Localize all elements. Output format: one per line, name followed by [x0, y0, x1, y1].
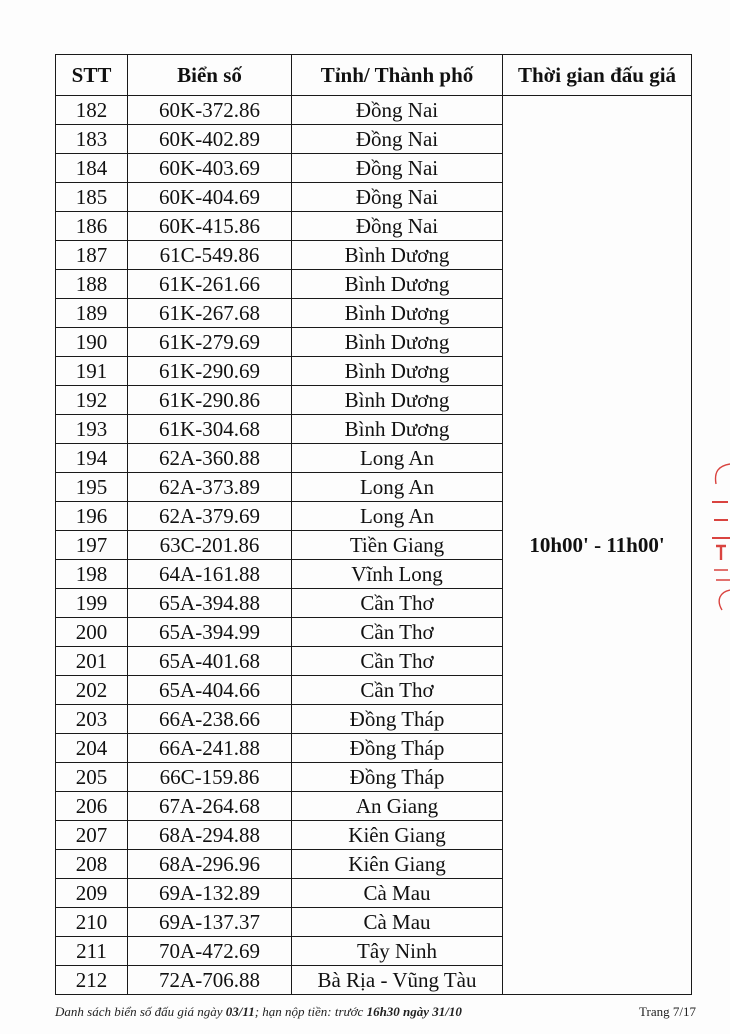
- row-plate-number: 61K-279.69: [128, 328, 292, 357]
- row-plate-number: 60K-403.69: [128, 154, 292, 183]
- row-stt: 197: [56, 531, 128, 560]
- row-province: Đồng Nai: [292, 96, 503, 125]
- row-stt: 209: [56, 879, 128, 908]
- row-stt: 198: [56, 560, 128, 589]
- row-plate-number: 65A-401.68: [128, 647, 292, 676]
- row-stt: 188: [56, 270, 128, 299]
- row-plate-number: 63C-201.86: [128, 531, 292, 560]
- plate-auction-table: [55, 54, 692, 995]
- row-stt: 212: [56, 966, 128, 995]
- row-stt: 204: [56, 734, 128, 763]
- row-stt: 203: [56, 705, 128, 734]
- auction-time-cell: 10h00' - 11h00': [503, 96, 692, 995]
- row-stt: 191: [56, 357, 128, 386]
- row-stt: 199: [56, 589, 128, 618]
- footer-note-prefix: Danh sách biển số đấu giá ngày: [55, 1004, 226, 1019]
- row-province: Đồng Tháp: [292, 705, 503, 734]
- row-plate-number: 62A-360.88: [128, 444, 292, 473]
- row-stt: 184: [56, 154, 128, 183]
- row-plate-number: 68A-294.88: [128, 821, 292, 850]
- row-plate-number: 65A-394.99: [128, 618, 292, 647]
- row-stt: 187: [56, 241, 128, 270]
- row-province: Đồng Tháp: [292, 763, 503, 792]
- row-province: Cần Thơ: [292, 647, 503, 676]
- row-plate-number: 62A-373.89: [128, 473, 292, 502]
- row-stt: 202: [56, 676, 128, 705]
- row-stt: 183: [56, 125, 128, 154]
- row-stt: 206: [56, 792, 128, 821]
- row-plate-number: 61K-261.66: [128, 270, 292, 299]
- row-province: Đồng Nai: [292, 183, 503, 212]
- row-province: Cà Mau: [292, 879, 503, 908]
- footer-note-middle: ; hạn nộp tiền: trước: [254, 1004, 367, 1019]
- row-province: Bình Dương: [292, 386, 503, 415]
- footer-note: [55, 1004, 462, 1020]
- page-number: Trang 7/17: [639, 1004, 696, 1019]
- row-plate-number: 66A-241.88: [128, 734, 292, 763]
- row-province: Bình Dương: [292, 270, 503, 299]
- row-plate-number: 61K-304.68: [128, 415, 292, 444]
- row-plate-number: 60K-372.86: [128, 96, 292, 125]
- header-plate: Biển số: [128, 55, 292, 96]
- seal-stamp-icon: [708, 462, 730, 612]
- footer-deadline: 16h30 ngày 31/10: [366, 1004, 462, 1019]
- row-stt: 192: [56, 386, 128, 415]
- row-plate-number: 66A-238.66: [128, 705, 292, 734]
- row-plate-number: 65A-394.88: [128, 589, 292, 618]
- row-plate-number: 72A-706.88: [128, 966, 292, 995]
- row-province: Long An: [292, 502, 503, 531]
- table-body: [56, 96, 692, 995]
- row-stt: 211: [56, 937, 128, 966]
- header-province: Tỉnh/ Thành phố: [292, 55, 503, 96]
- row-stt: 185: [56, 183, 128, 212]
- row-plate-number: 66C-159.86: [128, 763, 292, 792]
- row-province: Kiên Giang: [292, 821, 503, 850]
- row-stt: 196: [56, 502, 128, 531]
- row-province: Tiền Giang: [292, 531, 503, 560]
- row-stt: 207: [56, 821, 128, 850]
- row-stt: 190: [56, 328, 128, 357]
- row-province: Đồng Nai: [292, 154, 503, 183]
- row-plate-number: 69A-132.89: [128, 879, 292, 908]
- row-plate-number: 60K-402.89: [128, 125, 292, 154]
- row-plate-number: 61K-290.86: [128, 386, 292, 415]
- row-province: Đồng Nai: [292, 212, 503, 241]
- row-province: Đồng Tháp: [292, 734, 503, 763]
- row-province: Bình Dương: [292, 357, 503, 386]
- row-stt: 210: [56, 908, 128, 937]
- row-stt: 182: [56, 96, 128, 125]
- row-plate-number: 68A-296.96: [128, 850, 292, 879]
- row-province: Bình Dương: [292, 415, 503, 444]
- row-plate-number: 60K-404.69: [128, 183, 292, 212]
- row-province: Bình Dương: [292, 328, 503, 357]
- row-plate-number: 64A-161.88: [128, 560, 292, 589]
- row-stt: 201: [56, 647, 128, 676]
- row-plate-number: 67A-264.68: [128, 792, 292, 821]
- row-stt: 200: [56, 618, 128, 647]
- row-province: Cần Thơ: [292, 618, 503, 647]
- row-province: Long An: [292, 444, 503, 473]
- row-stt: 189: [56, 299, 128, 328]
- row-stt: 186: [56, 212, 128, 241]
- row-province: Bình Dương: [292, 241, 503, 270]
- row-plate-number: 62A-379.69: [128, 502, 292, 531]
- row-plate-number: 69A-137.37: [128, 908, 292, 937]
- row-plate-number: 61K-267.68: [128, 299, 292, 328]
- row-province: Kiên Giang: [292, 850, 503, 879]
- row-plate-number: 61C-549.86: [128, 241, 292, 270]
- table-header-row: [56, 55, 692, 96]
- row-province: Vĩnh Long: [292, 560, 503, 589]
- row-province: Bình Dương: [292, 299, 503, 328]
- header-auction-time: Thời gian đấu giá: [503, 55, 692, 96]
- row-plate-number: 65A-404.66: [128, 676, 292, 705]
- row-stt: 208: [56, 850, 128, 879]
- row-stt: 194: [56, 444, 128, 473]
- table-row: [56, 96, 692, 125]
- footer-auction-date: 03/11: [225, 1004, 255, 1019]
- row-stt: 195: [56, 473, 128, 502]
- row-plate-number: 60K-415.86: [128, 212, 292, 241]
- header-stt: STT: [56, 55, 128, 96]
- row-province: Cà Mau: [292, 908, 503, 937]
- row-province: An Giang: [292, 792, 503, 821]
- row-province: Tây Ninh: [292, 937, 503, 966]
- seal-stamp-fragment: [708, 462, 730, 612]
- row-stt: 205: [56, 763, 128, 792]
- row-plate-number: 61K-290.69: [128, 357, 292, 386]
- row-province: Cần Thơ: [292, 676, 503, 705]
- row-province: Đồng Nai: [292, 125, 503, 154]
- row-plate-number: 70A-472.69: [128, 937, 292, 966]
- row-province: Long An: [292, 473, 503, 502]
- row-stt: 193: [56, 415, 128, 444]
- row-province: Cần Thơ: [292, 589, 503, 618]
- row-province: Bà Rịa - Vũng Tàu: [292, 966, 503, 995]
